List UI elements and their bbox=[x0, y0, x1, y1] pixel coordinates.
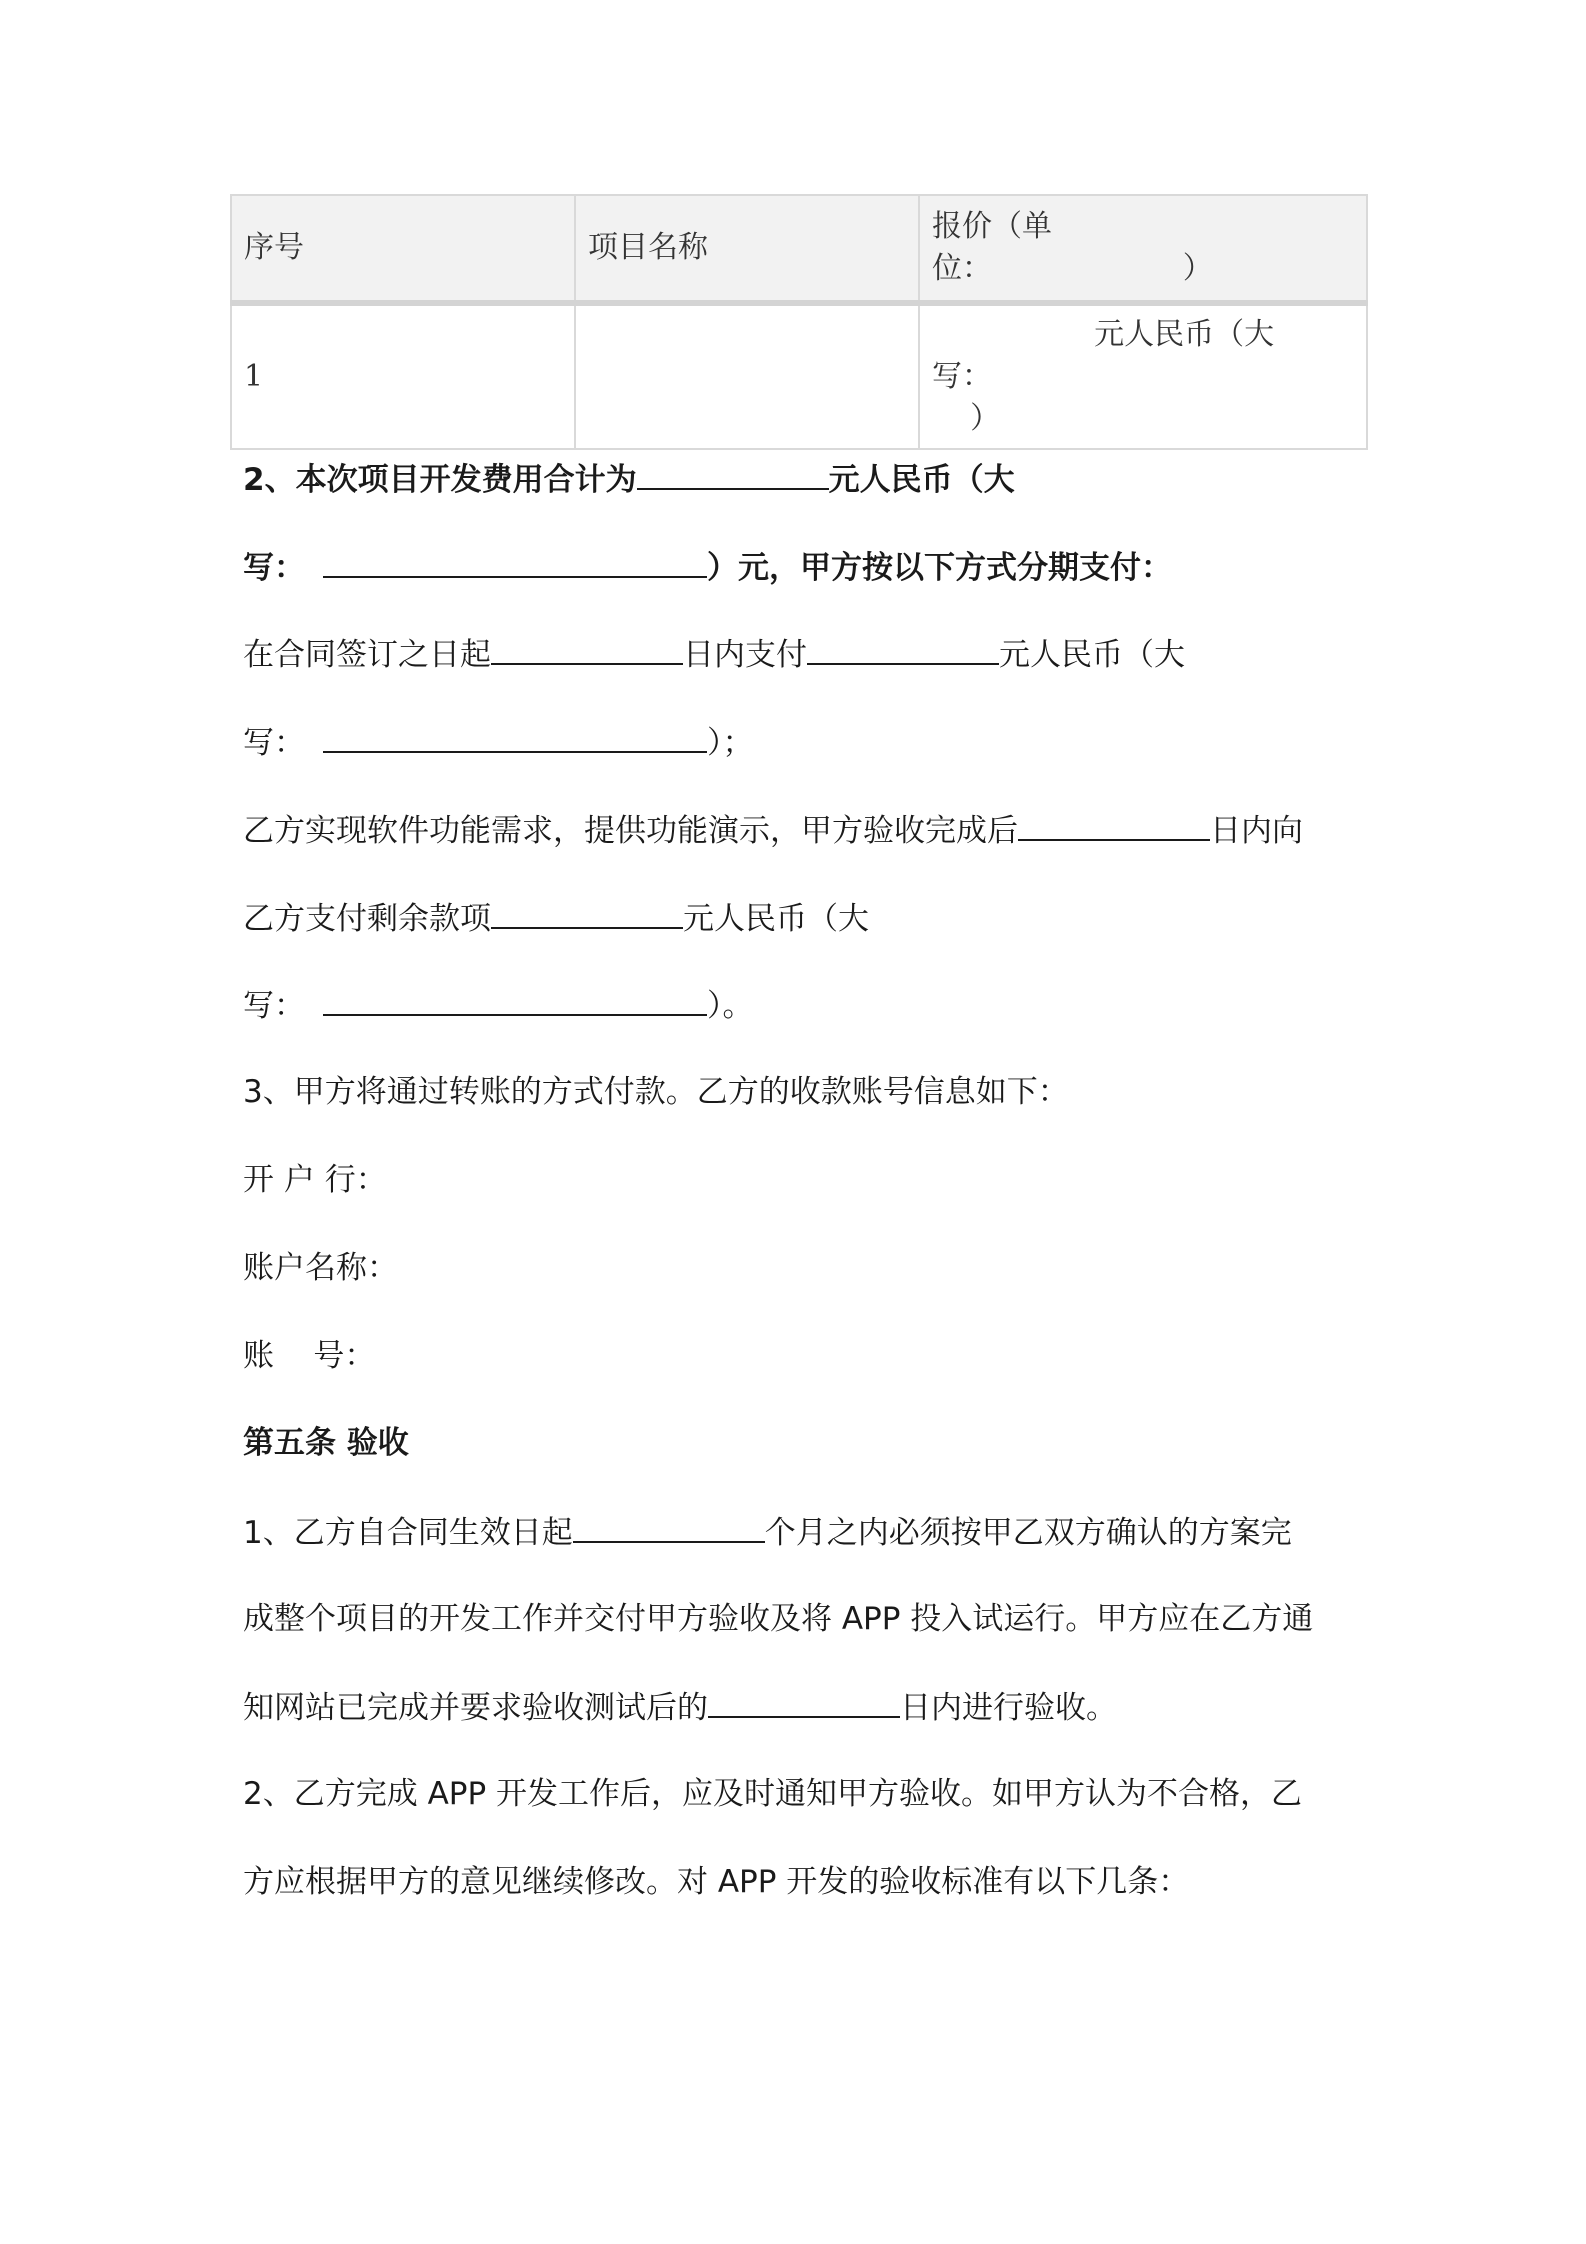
account-number-line bbox=[243, 1336, 375, 1376]
first-payment-capital-line bbox=[243, 721, 754, 763]
acceptance-p1-rest: 个月之内必须按甲乙双方确认的方案完 bbox=[764, 1515, 1292, 1551]
quotation-table bbox=[230, 194, 1368, 450]
first-currency: 元人民币（大 bbox=[999, 637, 1185, 673]
account-name-line bbox=[243, 1248, 398, 1288]
first-capital-blank[interactable] bbox=[323, 721, 707, 753]
second-capital-blank[interactable] bbox=[323, 984, 707, 1016]
header-quote-text: 报价（单 位： ） bbox=[932, 209, 1213, 286]
second-payment-text: 乙方实现软件功能需求，提供功能演示，甲方验收完成后 bbox=[243, 813, 1018, 849]
second-currency: 元人民币（大 bbox=[683, 901, 869, 937]
account-intro bbox=[243, 1072, 1069, 1112]
acceptance-p1-line2 bbox=[243, 1599, 1313, 1639]
acceptance-p1-line1 bbox=[243, 1511, 1292, 1553]
capital-label: 写： bbox=[243, 725, 305, 761]
table-row bbox=[231, 303, 1367, 449]
first-days-blank[interactable] bbox=[491, 633, 683, 665]
account-intro-text: 3、甲方将通过转账的方式付款。乙方的收款账号信息如下： bbox=[243, 1074, 1069, 1110]
header-serial-number-text: 序号 bbox=[244, 230, 304, 265]
table-header-row bbox=[231, 195, 1367, 303]
second-remaining-text: 乙方支付剩余款项 bbox=[243, 901, 491, 937]
first-pay-within: 日内支付 bbox=[683, 637, 807, 673]
total-amount-blank[interactable] bbox=[637, 458, 829, 490]
section-heading-text: 第五条 验收 bbox=[243, 1425, 409, 1461]
acceptance-days-blank[interactable] bbox=[708, 1686, 900, 1718]
cell-serial-number bbox=[231, 303, 575, 449]
header-serial-number bbox=[231, 195, 575, 303]
first-payment-end: ）； bbox=[707, 725, 754, 761]
months-blank[interactable] bbox=[573, 1511, 765, 1543]
second-payment-capital-line bbox=[243, 984, 754, 1026]
installment-text: ）元，甲方按以下方式分期支付： bbox=[707, 550, 1172, 586]
capital-label: 写： bbox=[243, 988, 305, 1024]
acceptance-p1-notice: 知网站已完成并要求验收测试后的 bbox=[243, 1690, 708, 1726]
second-days-blank[interactable] bbox=[1018, 809, 1210, 841]
acceptance-p2-line1 bbox=[243, 1774, 1302, 1814]
acceptance-p1-line3 bbox=[243, 1686, 1117, 1728]
acceptance-p2-text: 2、乙方完成 APP 开发工作后，应及时通知甲方验收。如甲方认为不合格，乙 bbox=[243, 1776, 1303, 1812]
cell-project-name bbox=[575, 303, 919, 449]
header-project-name bbox=[575, 195, 919, 303]
first-amount-blank[interactable] bbox=[807, 633, 999, 665]
payment-total-currency: 元人民币（大 bbox=[828, 462, 1015, 498]
section-heading bbox=[243, 1423, 409, 1463]
payment-total-capital-line bbox=[243, 546, 1172, 588]
header-project-name-text: 项目名称 bbox=[588, 230, 708, 265]
header-quote bbox=[919, 195, 1367, 303]
first-payment-text: 在合同签订之日起 bbox=[243, 637, 491, 673]
bank-line bbox=[243, 1160, 387, 1200]
cell-serial-number-text: 1 bbox=[244, 359, 264, 394]
acceptance-p1-continued: 成整个项目的开发工作并交付甲方验收及将 APP 投入试运行。甲方应在乙方通 bbox=[243, 1601, 1314, 1637]
second-payment-amount-line bbox=[243, 897, 869, 939]
cell-quote bbox=[919, 303, 1367, 449]
payment-total-text: 2、本次项目开发费用合计为 bbox=[243, 462, 637, 498]
total-capital-blank[interactable] bbox=[323, 546, 707, 578]
acceptance-p2-line2 bbox=[243, 1862, 1189, 1902]
second-amount-blank[interactable] bbox=[491, 897, 683, 929]
acceptance-p1-end: 日内进行验收。 bbox=[900, 1690, 1117, 1726]
capital-label: 写： bbox=[243, 550, 305, 586]
account-name-label: 账户名称： bbox=[243, 1250, 398, 1286]
payment-total-line bbox=[243, 458, 1015, 500]
acceptance-p2-continued: 方应根据甲方的意见继续修改。对 APP 开发的验收标准有以下几条： bbox=[243, 1864, 1190, 1900]
second-days-suffix: 日内向 bbox=[1210, 813, 1303, 849]
first-payment-line bbox=[243, 633, 1185, 675]
account-number-label: 账 号： bbox=[243, 1338, 376, 1374]
bank-label: 开 户 行： bbox=[243, 1162, 387, 1198]
second-payment-end: ）。 bbox=[707, 988, 754, 1024]
second-payment-line bbox=[243, 809, 1303, 851]
cell-quote-text: 元人民币（大 写： ） bbox=[932, 317, 1275, 436]
acceptance-p1-text: 1、乙方自合同生效日起 bbox=[243, 1515, 573, 1551]
